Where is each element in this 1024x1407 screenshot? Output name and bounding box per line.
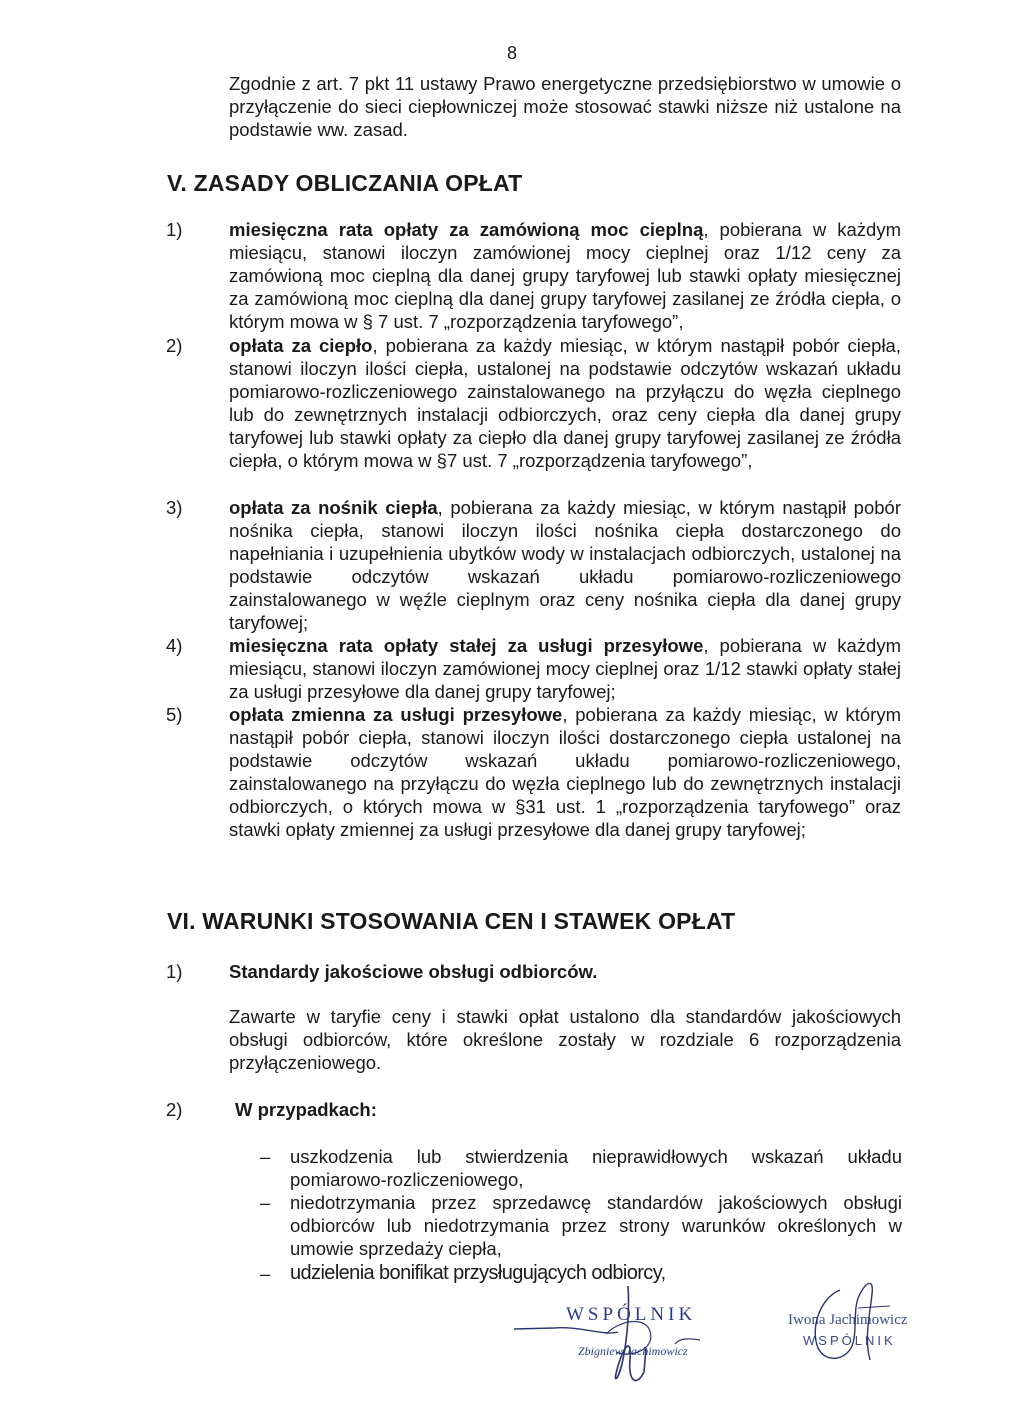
section-6-heading: VI. WARUNKI STOSOWANIA CEN I STAWEK OPŁAT xyxy=(167,908,736,934)
item-text: , pobierana za każdy miesiąc, w którym nastąpił pobór ciepła, stanowi iloczyn ilości ciepła, ustalonej na podstawie odczytów wskazań układu pomiarowo-rozliczeniowego zainstalowanego na przyłączu do węzła cieplnego lub do zewnętrznych instalacji odbiorczych, oraz ceny ciepła dla danej grupy taryfowej lub stawki opłaty za ciepło dla danej grupy taryfowej zasilanej ze źródła ciepła, o którym mowa w §7 ust. 7 „rozporządzenia taryfowego”, xyxy=(229,335,901,471)
dash-bullet: – xyxy=(260,1192,271,1213)
item-number: 1) xyxy=(166,219,183,240)
standards-title: Standardy jakościowe obsługi odbiorców. xyxy=(229,961,598,982)
signer-role-stamp: WSPÓLNIK xyxy=(803,1333,896,1348)
item-number: 5) xyxy=(166,704,183,725)
handwritten-signature xyxy=(510,1276,720,1407)
item-text: , pobierana w każdym miesiącu, stanowi iloczyn zamówionej mocy cieplnej oraz 1/12 ceny za zamówioną moc cieplną dla danej grupy taryfowej lub stawki opłaty miesięcznej za zamówioną moc cieplną dla danej grupy taryfowej zasilanej ze źródła ciepła, o którym mowa w § 7 ust. 7 „rozporządzenia taryfowego”, xyxy=(229,219,902,332)
item-term: opłata za ciepło xyxy=(229,335,373,356)
stamp-name: Zbigniew Jachimowicz xyxy=(578,1344,688,1358)
case-item: uszkodzenia lub stwierdzenia nieprawidłowych wskazań układu pomiarowo-rozliczeniowego, xyxy=(290,1146,902,1190)
dash-bullet: – xyxy=(260,1146,271,1167)
item-number: 2) xyxy=(166,335,183,356)
list-item xyxy=(229,496,901,634)
section-5-heading: V. ZASADY OBLICZANIA OPŁAT xyxy=(167,170,523,196)
company-stamp: WSPÓLNIK xyxy=(566,1304,697,1325)
signer-stamp: Iwona Jachimowicz xyxy=(788,1312,908,1328)
item-number: 3) xyxy=(166,497,183,518)
item-term: miesięczna rata opłaty stałej za usługi przesyłowe xyxy=(229,635,704,656)
case-item: niedotrzymania przez sprzedawcę standardów jakościowych obsługi odbiorców lub niedotrzymania przez strony warunków określonych w umowie sprzedaży ciepła, xyxy=(290,1192,902,1259)
item-term: opłata zmienna za usługi przesyłowe xyxy=(229,704,563,725)
list-item xyxy=(229,218,901,333)
list-item xyxy=(229,703,901,841)
item-text: , pobierana w każdym miesiącu, stanowi iloczyn zamówionej mocy cieplnej oraz 1/12 stawki opłaty stałej za usługi przesyłowe dla danej grupy taryfowej; xyxy=(229,635,901,702)
cases-title: W przypadkach: xyxy=(235,1099,377,1120)
case-item: udzielenia bonifikat przysługujących odbiorcy, xyxy=(290,1262,666,1284)
page-number: 8 xyxy=(506,43,517,63)
item-term: miesięczna rata opłaty za zamówioną moc cieplną xyxy=(229,219,704,240)
dash-bullet: – xyxy=(260,1263,271,1284)
item-term: opłata za nośnik ciepła xyxy=(229,497,438,518)
standards-body: Zawarte w taryfie ceny i stawki opłat ustalono dla standardów jakościowych obsługi odbiorców, które określone zostały w rozdziale 6 rozporządzenia przyłączeniowego. xyxy=(229,1006,901,1073)
item-number: 2) xyxy=(166,1099,183,1120)
list-item xyxy=(229,634,901,703)
item-number: 1) xyxy=(166,961,183,982)
intro-paragraph: Zgodnie z art. 7 pkt 11 ustawy Prawo energetyczne przedsiębiorstwo w umowie o przyłączenie do sieci ciepłowniczej może stosować stawki niższe niż ustalone na podstawie ww. zasad. xyxy=(229,73,901,140)
item-number: 4) xyxy=(166,635,183,656)
item-text: , pobierana za każdy miesiąc, w którym nastąpił pobór ciepła, stanowi iloczyn ilości dostarczonego ciepła ustalonej na podstawie odczytów wskazań układu pomiarowo-rozliczeniowego, zainstalowanego na przyłączu do węzła cieplnego lub do zewnętrznych instalacji odbiorczych, o których mowa w §31 ust. 1 „rozporządzenia taryfowego” oraz stawki opłaty zmiennej za usługi przesyłowe dla danej grupy taryfowej; xyxy=(229,704,901,840)
item-text: , pobierana za każdy miesiąc, w którym nastąpił pobór nośnika ciepła, stanowi iloczyn ilości nośnika ciepła dostarczonego do napełniania i uzupełnienia ubytków wody w instalacjach odbiorczych, ustalonej na podstawie odczytów wskazań układu pomiarowo-rozliczeniowego zainstalowanego w węźle cieplnym oraz ceny nośnika ciepła dla danej grupy taryfowej; xyxy=(229,497,901,633)
list-item xyxy=(229,334,901,472)
handwritten-signature xyxy=(800,1268,920,1368)
